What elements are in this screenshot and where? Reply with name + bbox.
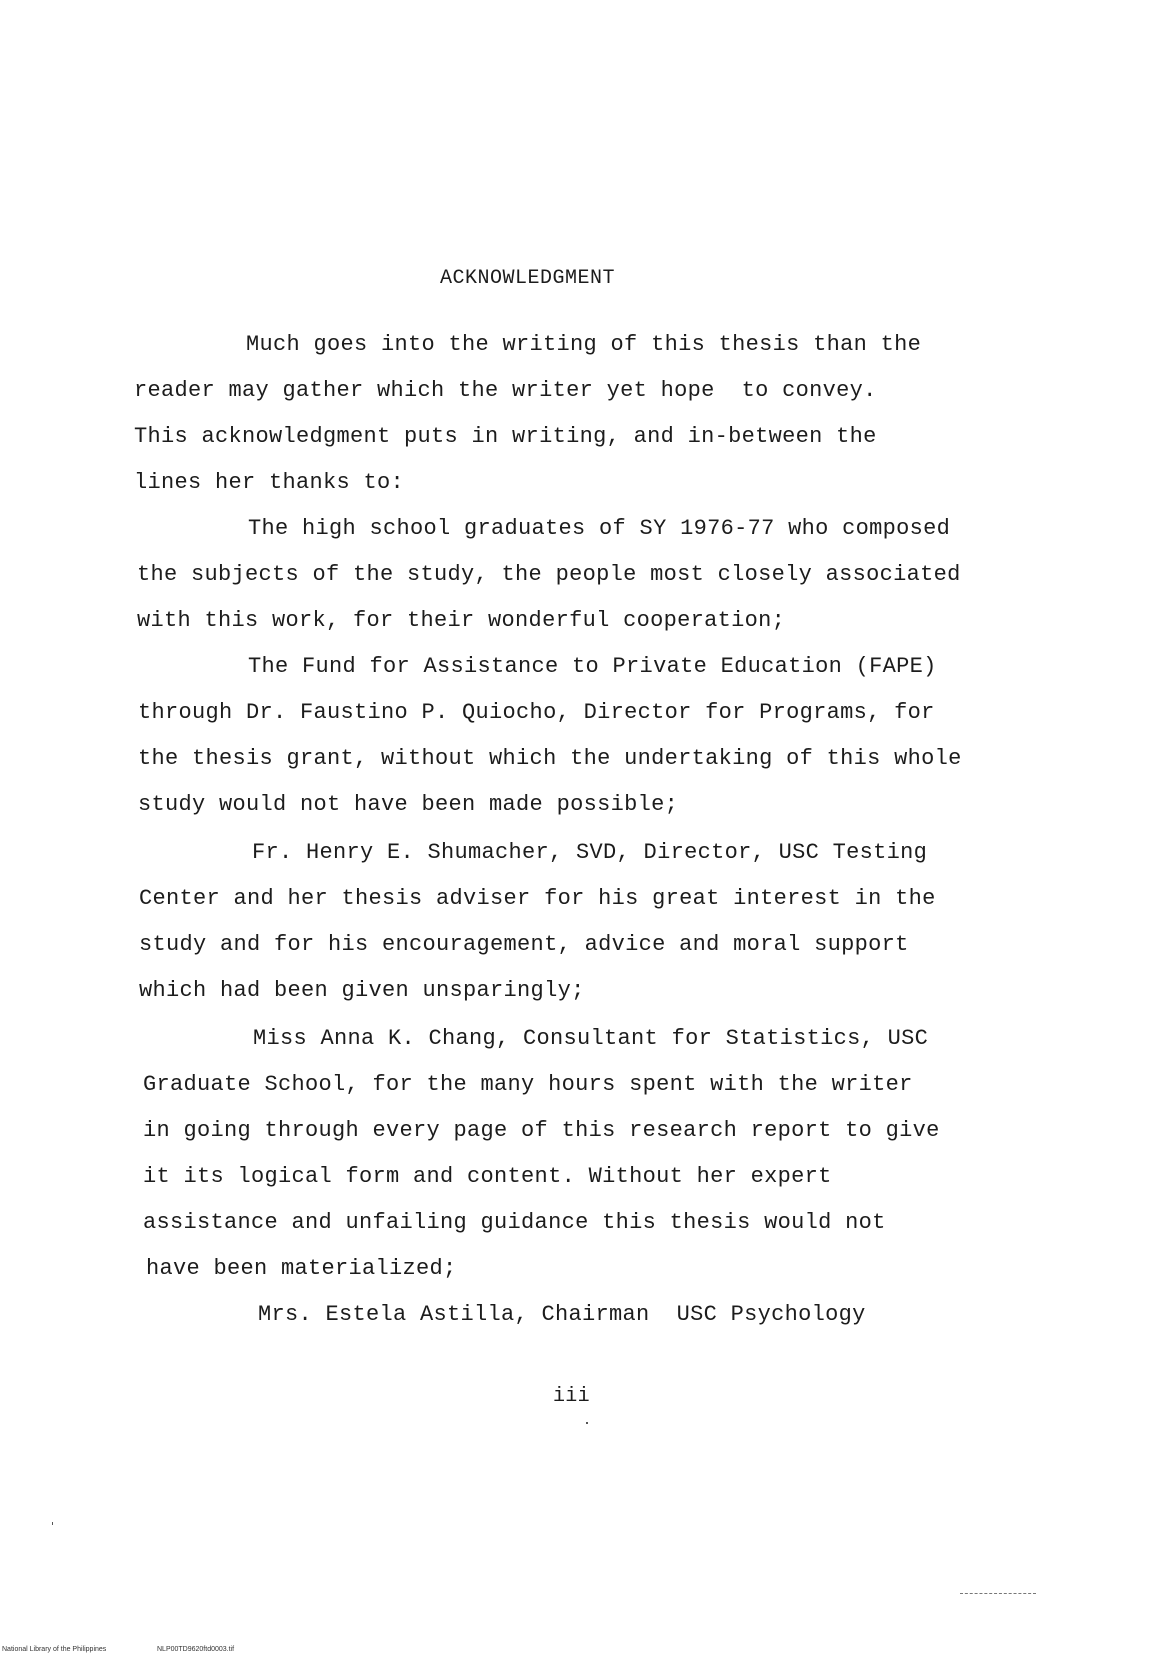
text-line: reader may gather which the writer yet hope to convey. (134, 378, 877, 403)
footer-file-name: NLP00TD9620ftd0003.tif (157, 1646, 235, 1653)
text-line: Center and her thesis adviser for his great interest in the (139, 886, 936, 911)
text-line: Miss Anna K. Chang, Consultant for Statistics, USC (253, 1026, 929, 1051)
text-line: Much goes into the writing of this thesis than the (246, 332, 922, 357)
text-line: the thesis grant, without which the undertaking of this whole (138, 746, 962, 771)
scan-speck (586, 1422, 588, 1424)
page-heading: ACKNOWLEDGMENT (440, 267, 616, 290)
text-line: study would not have been made possible; (138, 792, 679, 817)
text-line: This acknowledgment puts in writing, and in-between the (134, 424, 877, 449)
footer-library-label: National Library of the Philippines (2, 1646, 107, 1653)
page-number: iii (553, 1385, 590, 1408)
text-line: assistance and unfailing guidance this thesis would not (143, 1210, 886, 1235)
text-line: have been materialized; (146, 1256, 457, 1281)
text-line: The Fund for Assistance to Private Education (FAPE) (248, 654, 937, 679)
text-line: study and for his encouragement, advice and moral support (139, 932, 909, 957)
text-line: with this work, for their wonderful cooperation; (137, 608, 786, 633)
scan-speck (52, 1522, 53, 1525)
text-line: Mrs. Estela Astilla, Chairman USC Psychology (258, 1302, 866, 1327)
text-line: it its logical form and content. Without her expert (143, 1164, 832, 1189)
text-line: in going through every page of this research report to give (143, 1118, 940, 1143)
scan-mark (960, 1593, 1036, 1594)
text-line: The high school graduates of SY 1976-77 who composed (248, 516, 951, 541)
text-line: which had been given unsparingly; (139, 978, 585, 1003)
text-line: through Dr. Faustino P. Quiocho, Director for Programs, for (138, 700, 935, 725)
text-line: lines her thanks to: (134, 470, 405, 495)
text-line: the subjects of the study, the people most closely associated (137, 562, 961, 587)
text-line: Graduate School, for the many hours spent with the writer (143, 1072, 913, 1097)
text-line: Fr. Henry E. Shumacher, SVD, Director, USC Testing (252, 840, 928, 865)
